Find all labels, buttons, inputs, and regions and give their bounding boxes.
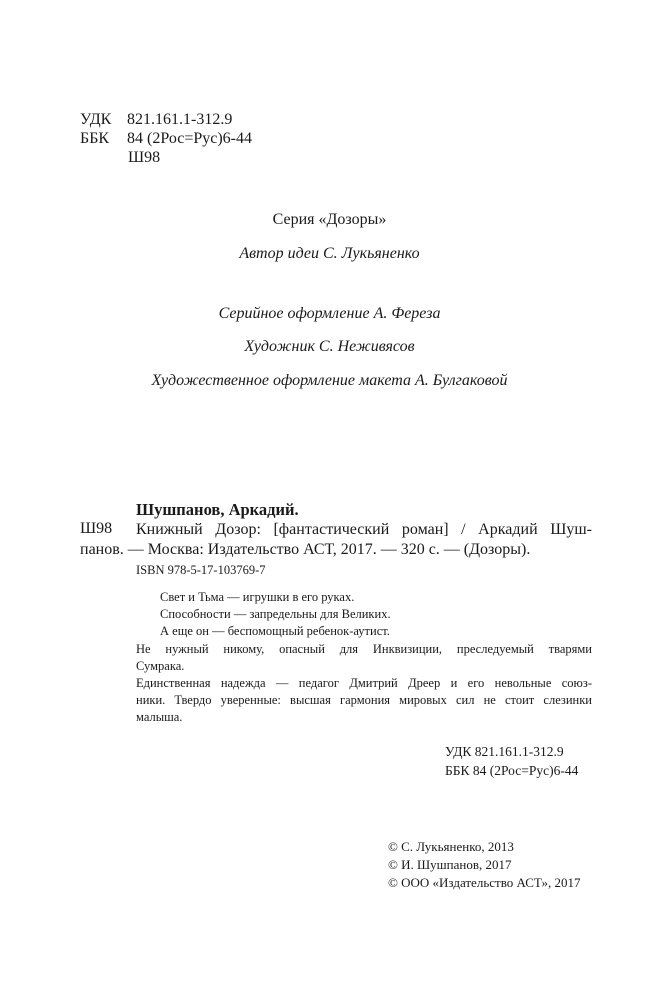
layout-design-credit: Художественное оформление макета А. Булгаковой xyxy=(151,372,508,389)
udk-line xyxy=(80,110,232,129)
artist-credit: Художник С. Неживясов xyxy=(244,338,415,355)
bbk-code: ББК xyxy=(80,130,110,147)
series-design-credit: Серийное оформление А. Фереза xyxy=(218,305,441,322)
idea-author: Автор идеи С. Лукьяненко xyxy=(239,245,420,262)
bbk-value: 84 (2Рос=Рус)6-44 xyxy=(127,130,253,147)
annotation-line: Способности — запредельны для Великих. xyxy=(160,607,391,621)
bibliographic-entry-line1: Книжный Дозор: [фантастический роман] / Аркадий Шуш- xyxy=(136,521,592,538)
card-bbk: ББК 84 (2Рос=Рус)6-44 xyxy=(445,763,579,778)
copyright-line: © И. Шушпанов, 2017 xyxy=(388,857,512,872)
author-heading: Шушпанов, Аркадий. xyxy=(136,500,299,519)
annotation-line: Единственная надежда — педагог Дмитрий Дреер и его невольные союз- xyxy=(136,676,592,690)
udk-code: УДК xyxy=(80,111,112,128)
copyright-line: © С. Лукьяненко, 2013 xyxy=(388,839,514,854)
annotation-line: А еще он — беспомощный ребенок-аутист. xyxy=(160,624,390,638)
cutter-mark: Ш98 xyxy=(128,149,161,166)
copyright-line: © ООО «Издательство АСТ», 2017 xyxy=(388,875,581,890)
annotation-line: Свет и Тьма — игрушки в его руках. xyxy=(160,590,355,604)
isbn: ISBN 978-5-17-103769-7 xyxy=(136,563,266,577)
udk-value: 821.161.1-312.9 xyxy=(127,111,233,128)
annotation-line: малыша. xyxy=(136,710,183,724)
annotation-line: Сумрака. xyxy=(136,659,185,673)
series-title: Серия «Дозоры» xyxy=(272,211,387,228)
bibliographic-entry-line2: панов. — Москва: Издательство АСТ, 2017. — 320 с. — (Дозоры). xyxy=(80,541,531,558)
card-udk: УДК 821.161.1-312.9 xyxy=(445,744,564,759)
card-cutter-mark: Ш98 xyxy=(80,520,113,537)
bbk-line xyxy=(80,129,252,148)
annotation-line: Не нужный никому, опасный для Инквизиции, преследуемый тварями xyxy=(136,642,592,656)
annotation-line: ники. Твердо уверенные: высшая гармония мировых сил не стоит слезинки xyxy=(136,693,592,707)
